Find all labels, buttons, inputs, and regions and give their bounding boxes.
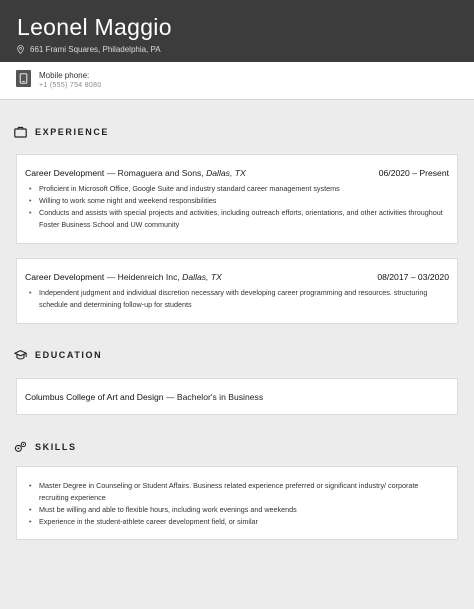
address-line — [17, 45, 161, 54]
job-title: Career Development — [25, 272, 105, 282]
address-text: 661 Frami Squares, Philadelphia, PA — [30, 45, 161, 54]
separator: — — [106, 168, 116, 178]
job-bullets — [29, 183, 443, 231]
skills-item — [16, 466, 458, 540]
education-item — [16, 378, 458, 415]
job-title: Career Development — [25, 168, 105, 178]
contact-bar — [0, 62, 474, 100]
experience-heading — [14, 126, 109, 138]
job-bullets — [29, 287, 443, 311]
experience-title: EXPERIENCE — [35, 127, 110, 137]
skill-item: • Master Degree in Counseling or Student Affairs. Business related experience preferred or significant industry/ corporate recruiting experience — [29, 480, 443, 504]
job-dates: 06/2020 – Present — [378, 168, 449, 178]
skill-item: • Experience in the student-athlete career development field, or similar — [29, 516, 443, 528]
location-pin-icon — [17, 45, 24, 54]
school-name: Columbus College of Art and Design — [25, 392, 164, 402]
bullet-item: • Independent judgment and individual discretion necessary with developing career programming and resources. structuring schedule and determining follow-up for students — [29, 287, 443, 311]
separator: — — [165, 392, 175, 402]
phone-icon — [16, 70, 31, 87]
job-location: Dallas, TX — [206, 168, 246, 178]
candidate-name: Leonel Maggio — [17, 14, 172, 40]
skill-item: • Must be willing and able to flexible hours, including work evenings and weekends — [29, 504, 443, 516]
skills-bullets — [29, 480, 443, 528]
company-name: Romaguera and Sons, — [117, 168, 204, 178]
education-heading — [14, 349, 102, 361]
bullet-item: • Conducts and assists with special projects and activities, including outreach efforts, orientations, and other activities throughout Foster Business School and UW community — [29, 207, 443, 231]
phone-value: +1 (555) 754 8080 — [39, 82, 102, 89]
briefcase-icon — [14, 126, 27, 138]
degree: Bachelor's in Business — [176, 392, 264, 402]
phone-label: Mobile phone: — [39, 71, 90, 80]
education-line — [25, 392, 449, 402]
skills-title: SKILLS — [35, 442, 77, 452]
experience-item — [16, 258, 458, 324]
bullet-item: • Willing to work some night and weekend responsibilities — [29, 195, 443, 207]
bullet-item: • Proficient in Microsoft Office, Google Suite and industry standard career management systems — [29, 183, 443, 195]
gears-icon — [14, 441, 27, 453]
separator: — — [106, 272, 116, 282]
resume-header — [0, 0, 474, 62]
skills-heading — [14, 441, 77, 453]
experience-item — [16, 154, 458, 244]
company-name: Heidenreich Inc, — [117, 272, 180, 282]
job-dates: 08/2017 – 03/2020 — [377, 272, 449, 282]
education-title: EDUCATION — [35, 350, 103, 360]
graduation-cap-icon — [14, 349, 27, 361]
job-location: Dallas, TX — [182, 272, 222, 282]
